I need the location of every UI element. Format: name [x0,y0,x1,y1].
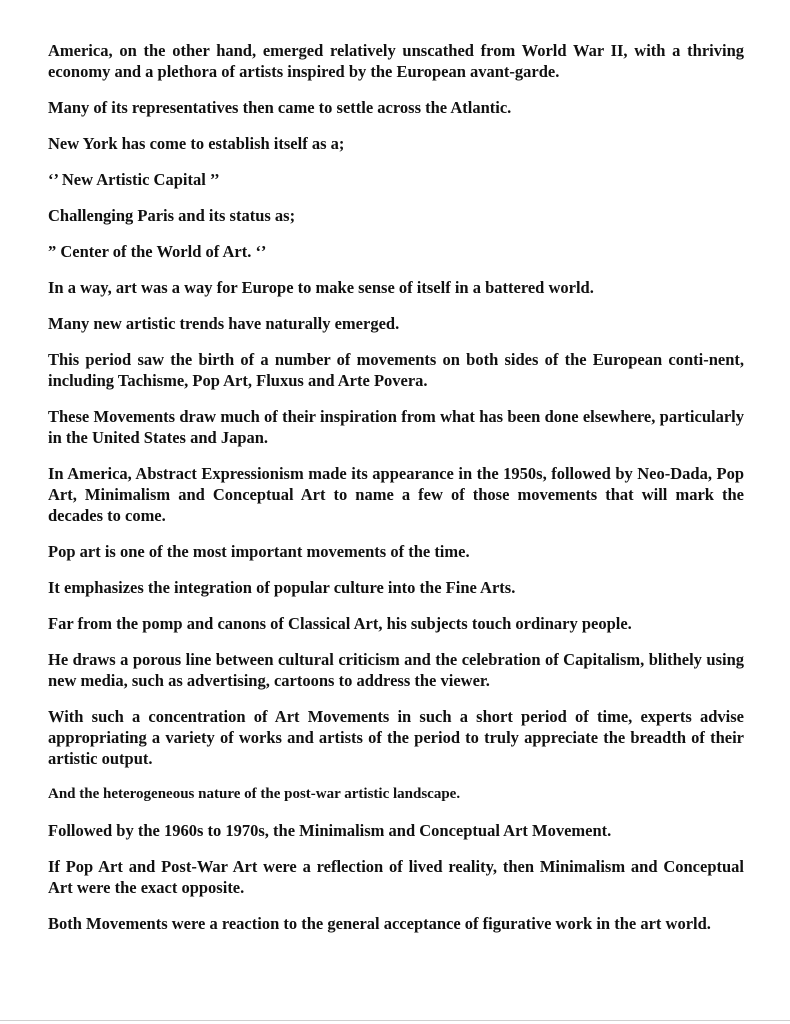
paragraph: New York has come to establish itself as a; [48,134,345,153]
paragraph: Both Movements were a reaction to the general acceptance of figurative work in the art world. [48,914,711,933]
paragraph: He draws a porous line between cultural criticism and the celebration of Capitalism, blithely using new media, such as advertising, cartoons to address the viewer. [48,650,744,690]
paragraph: America, on the other hand, emerged relatively unscathed from World War II, with a thriving economy and a plethora of artists inspired by the European avant-garde. [48,41,744,81]
paragraph: Many new artistic trends have naturally emerged. [48,314,400,333]
paragraph: ” Center of the World of Art. ‘’ [48,242,267,261]
paragraph: If Pop Art and Post-War Art were a reflection of lived reality, then Minimalism and Conceptual Art were the exact opposite. [48,857,744,897]
paragraph: In a way, art was a way for Europe to make sense of itself in a battered world. [48,278,594,297]
paragraph: These Movements draw much of their inspiration from what has been done elsewhere, particularly in the United States and Japan. [48,407,744,447]
paragraph: This period saw the birth of a number of movements on both sides of the European conti-nent, including Tachisme, Pop Art, Fluxus and Arte Povera. [48,350,744,390]
page-bottom-rule [0,1020,790,1021]
paragraph: Challenging Paris and its status as; [48,206,296,225]
paragraph: Followed by the 1960s to 1970s, the Minimalism and Conceptual Art Movement. [48,821,612,840]
paragraph: With such a concentration of Art Movements in such a short period of time, experts advise appropriating a variety of works and artists of the period to truly appreciate the breadth of their artistic output. [48,707,744,768]
paragraph: In America, Abstract Expressionism made its appearance in the 1950s, followed by Neo-Dada, Pop Art, Minimalism and Conceptual Art to name a few of those movements that will mark the decades to come. [48,464,744,525]
paragraph: It emphasizes the integration of popular culture into the Fine Arts. [48,578,516,597]
paragraph: Many of its representatives then came to settle across the Atlantic. [48,98,512,117]
paragraph: Pop art is one of the most important movements of the time. [48,542,470,561]
paragraph: And the heterogeneous nature of the post-war artistic landscape. [48,786,461,802]
paragraph: ‘’ New Artistic Capital ’’ [48,170,220,189]
paragraph: Far from the pomp and canons of Classical Art, his subjects touch ordinary people. [48,614,632,633]
